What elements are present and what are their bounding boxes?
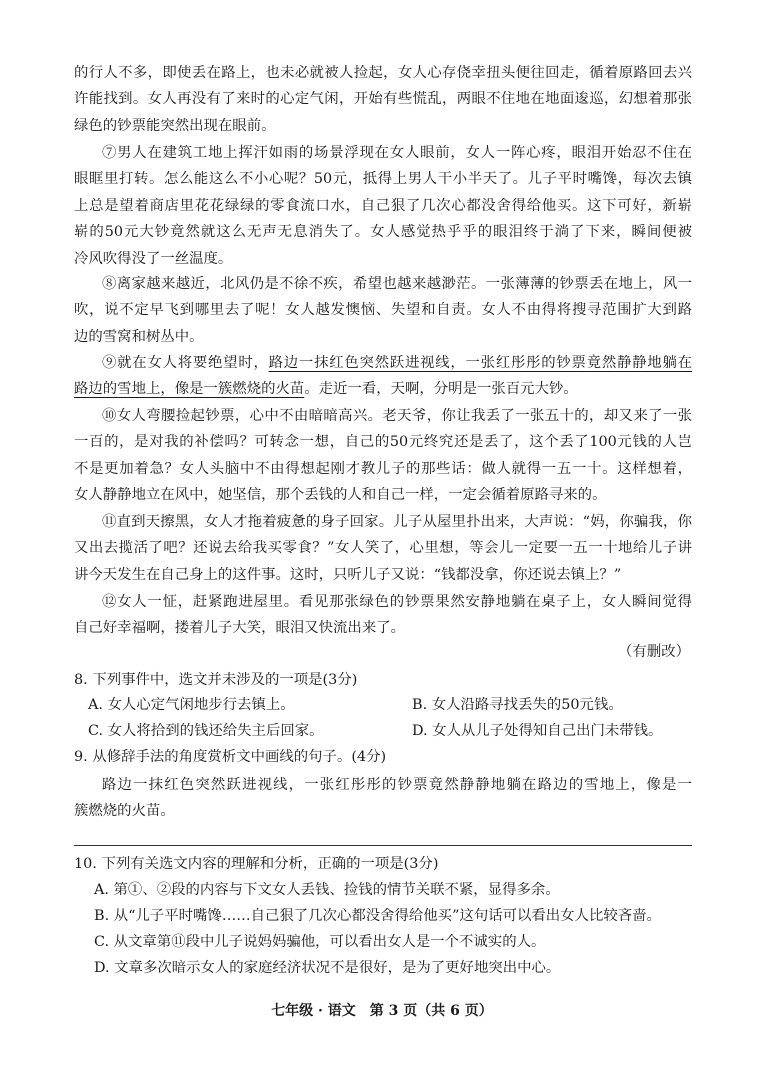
question-9-stem: 9. 从修辞手法的角度赏析文中画线的句子。(4分) [74, 749, 387, 765]
text-line: 自己好幸福啊，搂着儿子大笑，眼泪又快流出来了。 [74, 620, 405, 637]
question-8-stem: 8. 下列事件中，选文并未涉及的一项是(3分) [74, 672, 358, 688]
question-8-option-a: A. 女人心定气闲地步行去镇上。 [88, 697, 295, 713]
question-10-option-b: B. 从“儿子平时嘴馋……自己狠了几次心都没舍得给他买”这句话可以看出女人比较吝啬。 [94, 908, 661, 924]
text-line: ⑦男人在建筑工地上挥汗如雨的场景浮现在女人眼前，女人一阵心疼，眼泪开始忍不住在 [102, 145, 692, 161]
passage-paragraph-12 [74, 589, 692, 642]
text-line: 又出去揽活了吧？还说去给我买零食？”女人笑了，心里想，等会儿一定要一五一十地给儿子讲 [74, 540, 692, 557]
question-10-option-a: A. 第①、②段的内容与下文女人丢钱、捡钱的情节关联不紧，显得多余。 [94, 882, 560, 898]
question-9-quote [74, 772, 692, 825]
text-line: 的行人不多，即使丢在路上，也未必就被人捡起，女人心存侥幸扭头便往回走，循着原路回去兴 [74, 65, 692, 81]
question-10-option-d: D. 文章多次暗示女人的家庭经济状况不是很好，是为了更好地突出中心。 [94, 960, 561, 976]
text-line: ⑧离家越来越近，北风仍是不徐不疾，希望也越来越渺茫。一张薄薄的钞票丢在地上，风一 [102, 276, 692, 292]
text-line: ⑪直到天擦黑，女人才拖着疲惫的身子回家。儿子从屋里扑出来，大声说：“妈，你骗我，你 [102, 514, 692, 530]
page-footer: 七年级 · 语文 第 3 页（共 6 页） [271, 1003, 493, 1019]
text-line: 女人静静地立在风中，她坚信，那个丢钱的人和自己一样，一定会循着原路寻来的。 [74, 487, 607, 504]
text-span: 。走近一看，天啊，分明是一张百元大钞。 [304, 381, 578, 398]
text-line: 吹，说不定早飞到哪里去了呢！女人越发懊恼、失望和自责。女人不由得将搜寻范围扩大到路 [74, 302, 692, 319]
question-10-stem: 10. 下列有关选文内容的理解和分析，正确的一项是(3分) [74, 856, 439, 872]
text-line: 冷风吹得没了一丝温度。 [74, 250, 233, 267]
passage-paragraph-7 [74, 140, 692, 272]
edit-note: （有删改） [618, 644, 690, 660]
text-line: ⑫女人一怔，赶紧跑进屋里。看见那张绿色的钞票果然安静地躺在桌子上，女人瞬间觉得 [102, 594, 692, 610]
text-line [74, 376, 692, 402]
question-10-option-c: C. 从文章第⑪段中儿子说妈妈骗他，可以看出女人是一个不诚实的人。 [94, 934, 546, 950]
question-8-option-d: D. 女人从儿子处得知自己出门未带钱。 [412, 723, 663, 739]
passage-paragraph-11 [74, 509, 692, 588]
passage-paragraph-10 [74, 403, 692, 509]
text-line [74, 350, 692, 376]
underlined-sentence: 路边一抹红色突然跃进视线，一张红彤彤的钞票竟然静静地躺在 [268, 355, 692, 371]
text-line: ⑩女人弯腰捡起钞票，心中不由暗暗高兴。老天爷，你让我丢了一张五十的，却又来了一张 [102, 408, 692, 424]
passage-paragraph-continued [74, 60, 692, 139]
text-line: 讲今天发生在自己身上的这件事。这时，只听儿子又说：“钱都没拿，你还说去镇上？” [74, 566, 622, 583]
answer-line [74, 845, 692, 846]
question-8-option-c: C. 女人将拾到的钱还给失主后回家。 [88, 723, 324, 739]
text-line: 簇燃烧的火苗。 [74, 803, 175, 820]
text-line: 许能找到。女人再没有了来时的心定气闲，开始有些慌乱，两眼不住地在地面逡巡，幻想着那张 [74, 91, 692, 108]
passage-paragraph-9 [74, 350, 692, 403]
text-line: 路边一抹红色突然跃进视线，一张红彤彤的钞票竟然静静地躺在路边的雪地上，像是一 [102, 777, 692, 793]
question-8-option-b: B. 女人沿路寻找丢失的50元钱。 [412, 697, 623, 713]
text-line: 眼眶里打转。怎么能这么不小心呢？50元，抵得上男人干小半天了。儿子平时嘴馋，每次去镇 [74, 171, 692, 188]
passage-paragraph-8 [74, 271, 692, 350]
text-line: 不是更加着急？女人头脑中不由得想起刚才教儿子的那些话：做人就得一五一十。这样想着， [74, 460, 692, 477]
text-line: 一百的，是对我的补偿吗？可转念一想，自己的50元终究还是丢了，这个丢了100元钱的人岂 [74, 434, 692, 451]
text-span: ⑨就在女人将要绝望时， [102, 355, 269, 371]
underlined-sentence: 路边的雪地上，像是一簇燃烧的火苗 [74, 381, 305, 398]
text-line: 崭的50元大钞竟然就这么无声无息消失了。女人感觉热乎乎的眼泪终于淌了下来，瞬间便被 [74, 224, 692, 241]
text-line: 上总是望着商店里花花绿绿的零食流口水，自己狠了几次心都没舍得给他买。这下可好，新崭 [74, 197, 692, 214]
text-line: 边的雪窝和树丛中。 [74, 328, 204, 345]
text-line: 绿色的钞票能突然出现在眼前。 [74, 117, 276, 134]
